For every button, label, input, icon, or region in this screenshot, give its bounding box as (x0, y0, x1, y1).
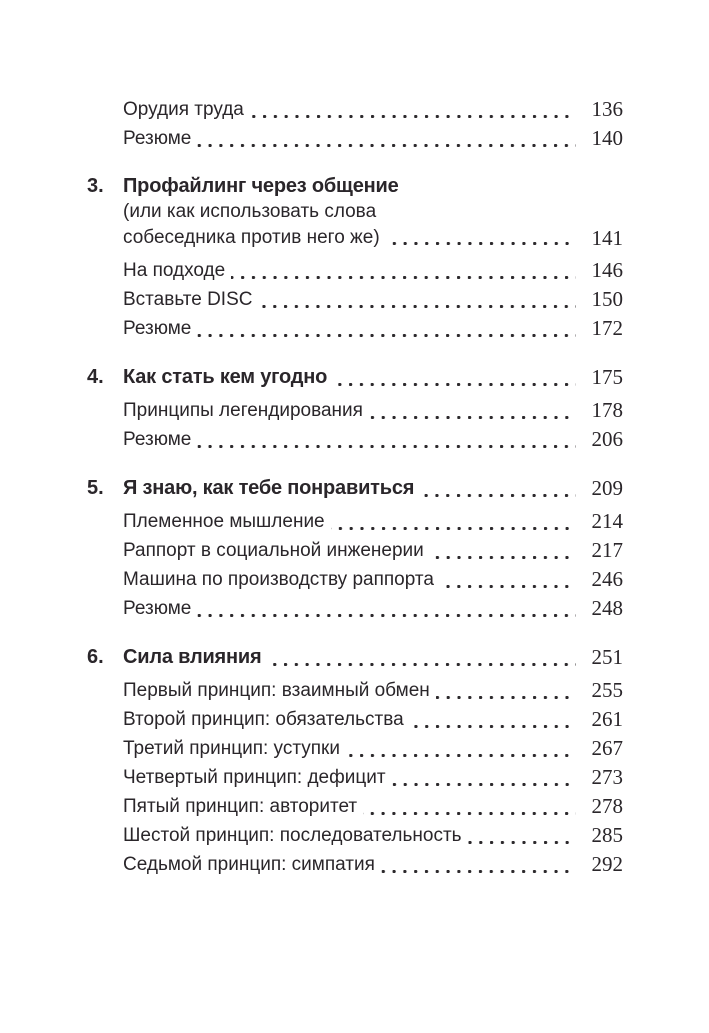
toc-entry-label: Седьмой принцип: симпатия (123, 854, 375, 875)
dotted-leader (333, 383, 576, 386)
toc-entry-label: Племенное мышление (123, 511, 325, 532)
dotted-leader (468, 841, 576, 844)
toc-entry (87, 507, 623, 536)
toc-page-number: 255 (591, 678, 623, 702)
chapter-title-lines (123, 173, 623, 251)
toc-chapter-entry (87, 363, 623, 392)
chapter-number: 4. (87, 366, 104, 388)
dotted-leader (392, 783, 576, 786)
dotted-leader (197, 445, 576, 448)
toc-entry (87, 396, 623, 425)
toc-entry-label: собеседника против него же) (123, 227, 380, 248)
toc-entry (87, 734, 623, 763)
dotted-leader (440, 585, 576, 588)
dotted-leader (267, 663, 576, 666)
chapter-number: 3. (87, 175, 104, 197)
toc-page-number: 278 (591, 794, 623, 818)
chapter-title-continued (123, 225, 623, 251)
dotted-leader (331, 527, 576, 530)
toc-entry-label: Резюме (123, 429, 192, 450)
toc-chapter-entry (87, 474, 623, 503)
chapter-title: Сила влияния (123, 646, 262, 668)
toc-chapter-entry (87, 643, 623, 672)
dotted-leader (369, 416, 576, 419)
toc-page-number: 285 (591, 823, 623, 847)
toc-entry (87, 536, 623, 565)
toc-entry-label: Третий принцип: уступки (123, 738, 340, 759)
toc-page-number: 146 (591, 258, 623, 282)
toc-entry-label: Раппорт в социальной инженерии (123, 540, 424, 561)
chapter-title: Профайлинг через общение (123, 175, 399, 197)
dotted-leader (197, 334, 576, 337)
toc-entry (87, 285, 623, 314)
toc-entry (87, 763, 623, 792)
toc-entry (87, 792, 623, 821)
toc-page-number: 172 (591, 316, 623, 340)
toc-entry-label: Машина по производству раппорта (123, 569, 434, 590)
toc-entry (87, 821, 623, 850)
toc-entry-label: Четвертый принцип: дефицит (123, 767, 386, 788)
toc-entry-label: Шестой принцип: последовательность (123, 825, 462, 846)
dotted-leader (436, 696, 576, 699)
toc-page-number: 273 (591, 765, 623, 789)
toc-page-number: 251 (591, 645, 623, 669)
toc-entry (87, 124, 623, 153)
dotted-leader (250, 115, 576, 118)
toc-page-number: 248 (591, 596, 623, 620)
dotted-leader (197, 614, 576, 617)
toc-entry (87, 314, 623, 343)
toc-entry-label: Резюме (123, 128, 192, 149)
toc-entry (87, 676, 623, 705)
toc-page-number: 292 (591, 852, 623, 876)
toc-page-number: 178 (591, 398, 623, 422)
toc-entry (87, 95, 623, 124)
toc-page-number: 209 (591, 476, 623, 500)
toc-entry-label: Пятый принцип: авторитет (123, 796, 358, 817)
toc-page-number: 261 (591, 707, 623, 731)
toc-entry (87, 256, 623, 285)
chapter-number: 6. (87, 646, 104, 668)
toc-entry (87, 594, 623, 623)
toc-page-number: 246 (591, 567, 623, 591)
dotted-leader (197, 144, 576, 147)
toc-entry (87, 425, 623, 454)
dotted-leader (386, 242, 576, 245)
toc-entry-label: Первый принцип: взаимный обмен (123, 680, 430, 701)
toc-page-number: 175 (591, 365, 623, 389)
toc-page-number: 136 (591, 97, 623, 121)
toc-page-number: 140 (591, 126, 623, 150)
dotted-leader (430, 556, 576, 559)
toc-page-number: 267 (591, 736, 623, 760)
toc-entry-label: Резюме (123, 318, 192, 339)
toc-page-number: 150 (591, 287, 623, 311)
toc-page-number: 214 (591, 509, 623, 533)
toc-entry (87, 705, 623, 734)
toc-entry-label: На подходе (123, 260, 226, 281)
dotted-leader (231, 276, 576, 279)
dotted-leader (381, 870, 576, 873)
chapter-title: Как стать кем угодно (123, 366, 328, 388)
toc-entry-label: Второй принцип: обязательства (123, 709, 404, 730)
dotted-leader (346, 754, 576, 757)
toc-entry-label: Орудия труда (123, 99, 244, 120)
toc-page-number: 141 (591, 226, 623, 250)
toc-entry (87, 850, 623, 879)
chapter-number: 5. (87, 477, 104, 499)
toc-page-number: 217 (591, 538, 623, 562)
dotted-leader (420, 494, 576, 497)
chapter-title-continued: (или как использовать слова (123, 201, 377, 222)
chapter-title: Я знаю, как тебе понравиться (123, 477, 415, 499)
toc-entry-label: Принципы легендирования (123, 400, 363, 421)
toc-entry (87, 565, 623, 594)
toc-page-number: 206 (591, 427, 623, 451)
dotted-leader (363, 812, 576, 815)
dotted-leader (258, 305, 576, 308)
toc-entry-label: Резюме (123, 598, 192, 619)
toc-chapter-entry (87, 173, 623, 251)
toc-entry-label: Вставьте DISC (123, 289, 253, 310)
dotted-leader (410, 725, 576, 728)
